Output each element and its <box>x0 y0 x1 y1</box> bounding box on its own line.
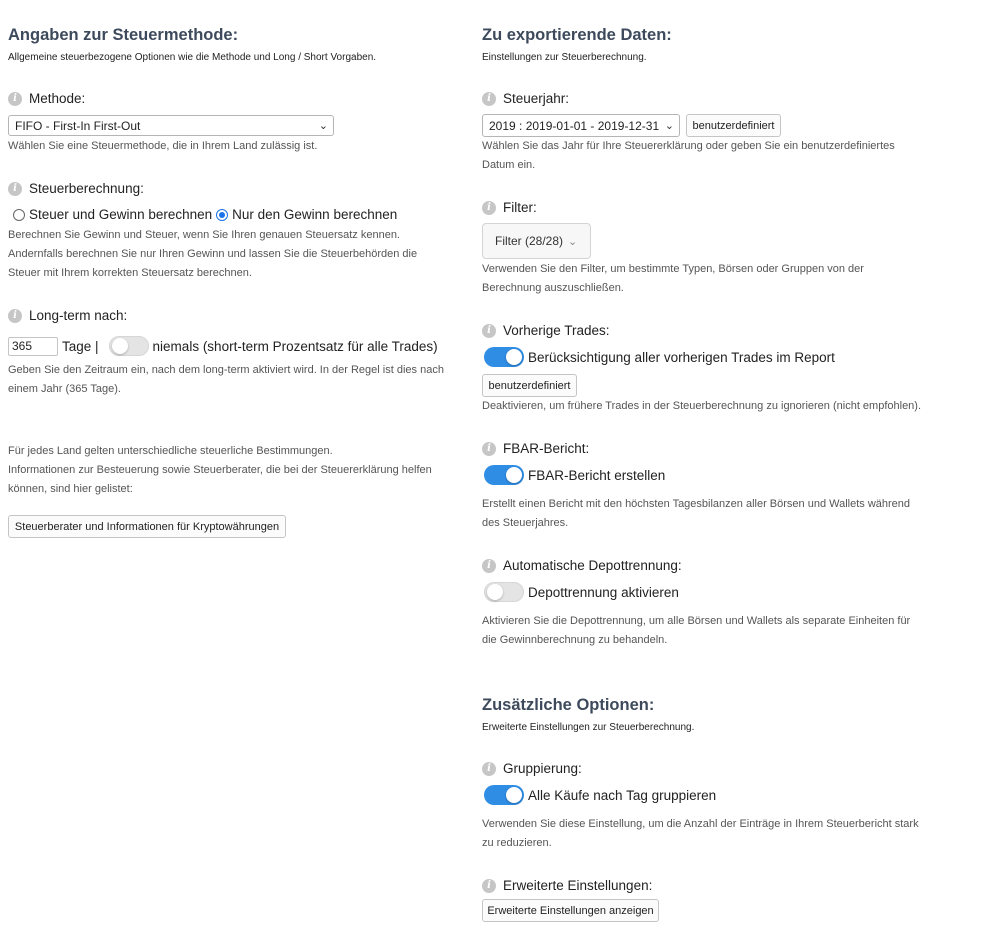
country-text-2: Informationen zur Besteuerung sowie Steuerberater, die bei der Steuererklärung helfen <box>8 464 432 476</box>
calc-label-row <box>8 181 144 196</box>
grouping-label-row <box>482 761 582 776</box>
previous-trades-toggle[interactable] <box>484 347 524 367</box>
filter-help-1: Verwenden Sie den Filter, um bestimmte Typen, Börsen oder Gruppen von der <box>482 263 864 275</box>
grouping-toggle-label: Alle Käufe nach Tag gruppieren <box>528 787 717 803</box>
fbar-label-row <box>482 441 589 456</box>
calc-help-2: Andernfalls berechnen Sie nur Ihren Gewinn und lassen Sie die Steuerbehörden die <box>8 248 418 260</box>
longterm-help-2: einem Jahr (365 Tage). <box>8 383 121 395</box>
info-icon[interactable]: i <box>482 559 496 573</box>
export-subtitle: Einstellungen zur Steuerberechnung. <box>482 52 647 63</box>
radio-tax-and-profit-label[interactable]: Steuer und Gewinn berechnen <box>29 207 213 222</box>
longterm-never-toggle[interactable] <box>109 336 149 356</box>
fbar-toggle[interactable] <box>484 465 524 485</box>
grouping-help-2: zu reduzieren. <box>482 837 552 849</box>
previous-label: Vorherige Trades: <box>503 323 610 338</box>
fbar-help-2: des Steuerjahres. <box>482 517 569 529</box>
longterm-controls <box>8 336 438 356</box>
year-label-row <box>482 91 569 106</box>
filter-label: Filter: <box>503 200 537 215</box>
radio-profit-only-label[interactable]: Nur den Gewinn berechnen <box>232 207 398 222</box>
radio-tax-and-profit[interactable] <box>13 209 25 221</box>
method-label: Methode: <box>29 91 86 106</box>
chevron-down-icon: ⌄ <box>568 235 578 248</box>
method-select[interactable] <box>8 115 334 136</box>
calc-help-1: Berechnen Sie Gewinn und Steuer, wenn Sie Ihren genauen Steuersatz kennen. <box>8 229 400 241</box>
radio-profit-only[interactable] <box>216 209 228 221</box>
tax-method-subtitle: Allgemeine steuerbezogene Optionen wie die Methode und Long / Short Vorgaben. <box>8 52 377 63</box>
advanced-label: Erweiterte Einstellungen: <box>503 878 653 893</box>
info-icon[interactable]: i <box>482 762 496 776</box>
depot-toggle-label: Depottrennung aktivieren <box>528 584 679 600</box>
country-text-1: Für jedes Land gelten unterschiedliche steuerliche Bestimmungen. <box>8 445 333 457</box>
filter-button-label: Filter (28/28) <box>495 234 564 248</box>
info-icon[interactable]: i <box>482 879 496 893</box>
advanced-settings-button[interactable]: Erweiterte Einstellungen anzeigen <box>482 899 659 922</box>
depot-toggle[interactable] <box>484 582 524 602</box>
filter-help-2: Berechnung auszuschließen. <box>482 282 624 294</box>
export-title: Zu exportierende Daten: <box>482 26 672 44</box>
depot-help-1: Aktivieren Sie die Depottrennung, um alle Börsen und Wallets als separate Einheiten für <box>482 615 911 627</box>
info-icon[interactable]: i <box>482 324 496 338</box>
grouping-help-1: Verwenden Sie diese Einstellung, um die Anzahl der Einträge in Ihrem Steuerbericht stark <box>482 818 919 830</box>
year-help-1: Wählen Sie das Jahr für Ihre Steuererklärung oder geben Sie ein benutzerdefiniertes <box>482 140 895 152</box>
advanced-label-row <box>482 878 652 893</box>
year-select[interactable] <box>482 114 680 137</box>
longterm-label-row <box>8 308 127 323</box>
previous-help: Deaktivieren, um frühere Trades in der Steuerberechnung zu ignorieren (nicht empfohlen). <box>482 400 922 412</box>
previous-label-row <box>482 323 610 338</box>
info-icon[interactable]: i <box>482 442 496 456</box>
chevron-down-icon: ⌄ <box>318 120 328 132</box>
info-icon[interactable]: i <box>482 92 496 106</box>
fbar-toggle-row <box>484 465 665 485</box>
depot-label: Automatische Depottrennung: <box>503 558 682 573</box>
year-selected-value: 2019 : 2019-01-01 - 2019-12-31 <box>489 118 660 133</box>
calc-label: Steuerberechnung: <box>29 181 144 196</box>
filter-button[interactable] <box>482 223 591 259</box>
chevron-down-icon: ⌄ <box>664 120 674 132</box>
previous-toggle-row <box>484 347 835 367</box>
tax-method-title: Angaben zur Steuermethode: <box>8 26 239 44</box>
depot-toggle-row <box>484 582 679 602</box>
info-icon[interactable]: i <box>8 182 22 196</box>
info-icon[interactable]: i <box>482 201 496 215</box>
previous-trades-label: Berücksichtigung aller vorherigen Trades im Report <box>528 349 835 365</box>
calc-help-3: Steuer mit Ihrem korrekten Steuersatz berechnen. <box>8 267 252 279</box>
longterm-days-input[interactable]: 365 <box>8 337 58 356</box>
grouping-toggle[interactable] <box>484 785 524 805</box>
fbar-toggle-label: FBAR-Bericht erstellen <box>528 467 666 483</box>
method-label-row <box>8 91 85 106</box>
method-selected-value: FIFO - First-In First-Out <box>15 118 141 133</box>
fbar-label: FBAR-Bericht: <box>503 441 590 456</box>
depot-help-2: die Gewinnberechnung zu behandeln. <box>482 634 668 646</box>
longterm-never-label: niemals (short-term Prozentsatz für alle Trades) <box>152 338 438 354</box>
year-custom-button[interactable]: benutzerdefiniert <box>686 114 781 137</box>
year-label: Steuerjahr: <box>503 91 570 106</box>
previous-custom-button[interactable]: benutzerdefiniert <box>482 374 577 397</box>
longterm-help-1: Geben Sie den Zeitraum ein, nach dem long-term aktiviert wird. In der Regel ist dies nach <box>8 364 444 376</box>
filter-label-row <box>482 200 537 215</box>
info-icon[interactable]: i <box>8 92 22 106</box>
extra-options-subtitle: Erweiterte Einstellungen zur Steuerberechnung. <box>482 722 695 733</box>
method-help: Wählen Sie eine Steuermethode, die in Ihrem Land zulässig ist. <box>8 140 318 152</box>
longterm-unit: Tage | <box>62 338 99 354</box>
depot-label-row <box>482 558 682 573</box>
grouping-toggle-row <box>484 785 716 805</box>
grouping-label: Gruppierung: <box>503 761 582 776</box>
fbar-help-1: Erstellt einen Bericht mit den höchsten Tagesbilanzen aller Börsen und Wallets während <box>482 498 911 510</box>
info-icon[interactable]: i <box>8 309 22 323</box>
calc-radio-group <box>13 207 397 222</box>
year-help-2: Datum ein. <box>482 159 536 171</box>
longterm-label: Long-term nach: <box>29 308 128 323</box>
country-text-3: können, sind hier gelistet: <box>8 483 133 495</box>
tax-advisor-button[interactable]: Steuerberater und Informationen für Kryptowährungen <box>8 515 286 538</box>
extra-options-title: Zusätzliche Optionen: <box>482 696 655 714</box>
